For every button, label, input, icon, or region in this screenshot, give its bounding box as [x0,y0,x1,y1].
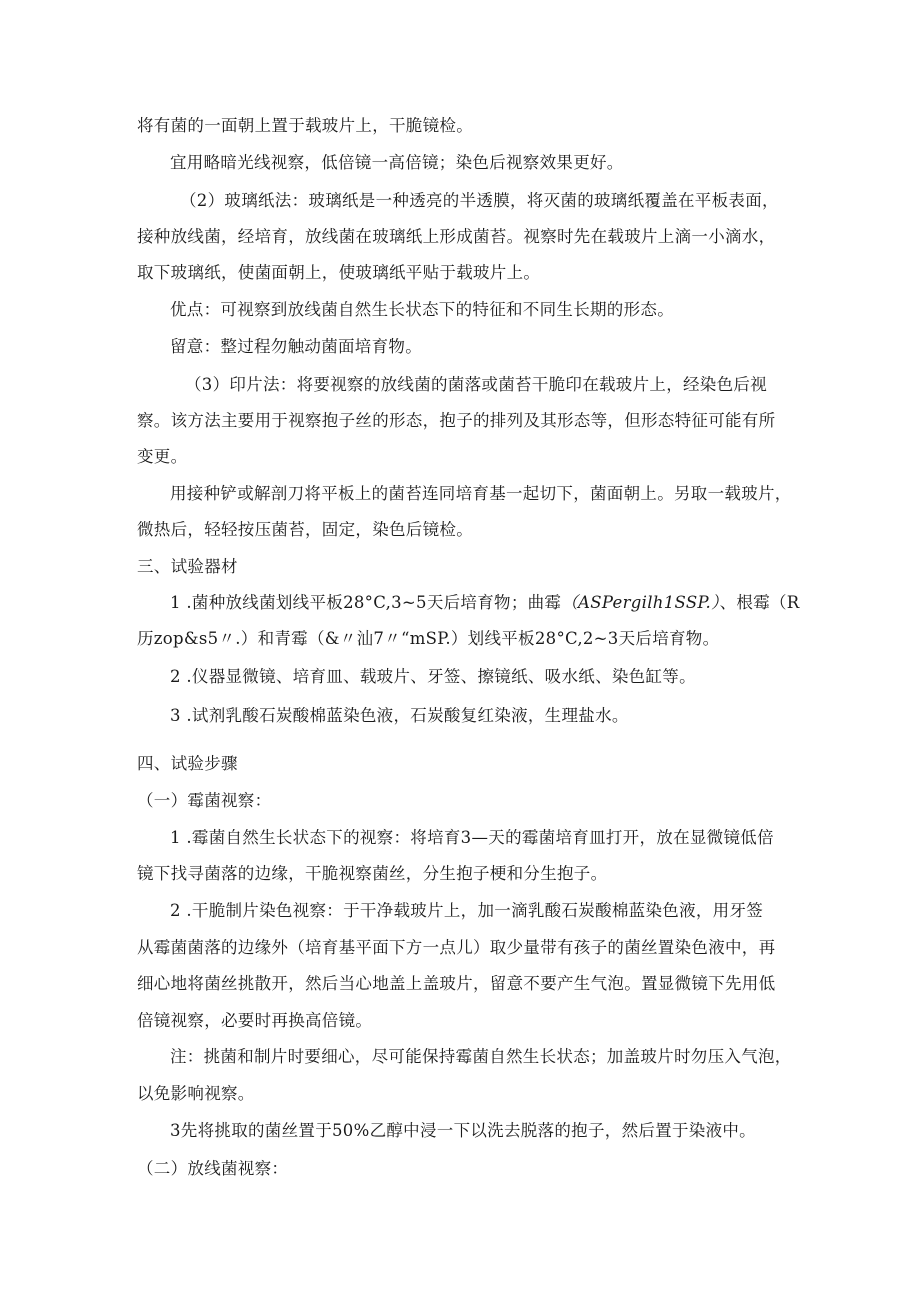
text-span: 、根霉（R [719,593,800,612]
text-line: 细心地将菌丝挑散开，然后当心地盖上盖玻片，留意不要产生气泡。置显微镜下先用低 [137,974,776,993]
text-line: 2 .干脆制片染色视察：于干净载玻片上，加一滴乳酸石炭酸棉蓝染色液，用牙签 [170,901,764,920]
text-line: 2 .仪器显微镜、培育皿、载玻片、牙签、擦镜纸、吸水纸、染色缸等。 [170,667,696,686]
text-line: 从霉菌菌落的边缘外（培育基平面下方一点儿）取少量带有孩子的菌丝置染色液中，再 [137,938,776,957]
text-line: 留意：整过程勿触动菌面培育物。 [170,337,422,356]
text-line: 历zop&s5〃.）和青霉（&〃汕7〃“mSP.）划线平板28°C,2~3天后培育物。 [137,629,720,648]
text-line: （3）印片法：将要视察的放线菌的菌落或菌苔干脆印在载玻片上，经染色后视 [185,375,767,394]
text-span: 1 .菌种放线菌划线平板28°C,3~5天后培育物；曲霉 [170,593,562,612]
text-line: 镜下找寻菌落的边缘，干脆视察菌丝，分生抱子梗和分生抱子。 [137,864,608,883]
note-line: 注：挑菌和制片时要细心，尽可能保持霉菌自然生长状态；加盖玻片时勿压入气泡， [170,1047,792,1066]
text-line: 优点：可视察到放线菌自然生长状态下的特征和不同生长期的形态。 [170,300,674,319]
text-line: 取下玻璃纸，使菌面朝上，使玻璃纸平贴于载玻片上。 [137,263,541,282]
text-line: （2）玻璃纸法：玻璃纸是一种透亮的半透膜，将灭菌的玻璃纸覆盖在平板表面， [180,191,779,210]
text-line: 宜用略暗光线视察，低倍镜一高倍镜；染色后视察效果更好。 [170,153,624,172]
text-line: 将有菌的一面朝上置于载玻片上，干脆镜检。 [137,116,473,135]
text-line: 接种放线菌，经培育，放线菌在玻璃纸上形成菌苔。视察时先在载玻片上滴一小滴水， [137,227,776,246]
text-line: 察。该方法主要用于视察抱子丝的形态，抱子的排列及其形态等，但形态特征可能有所 [137,411,776,430]
note-line: 以免影响视察。 [137,1084,255,1103]
text-line: 用接种铲或解剖刀将平板上的菌苔连同培育基一起切下，菌面朝上。另取一载玻片， [170,484,792,503]
text-line: 变更。 [137,447,188,466]
subsection-heading: （二）放线菌视察： [137,1159,289,1178]
text-line: 1 .霉菌自然生长状态下的视察：将培育3—天的霉菌培育皿打开，放在显微镜低倍 [170,828,774,847]
section-heading: 三、试验器材 [137,557,238,576]
species-name: （ASPergilh1SSP.） [561,593,720,612]
subsection-heading: （一）霉菌视察： [137,791,272,810]
text-line: 3先将挑取的菌丝置于50%乙醇中浸一下以洗去脱落的抱子，然后置于染液中。 [170,1121,756,1140]
text-line: 微热后，轻轻按压菌苔，固定，染色后镜检。 [137,520,473,539]
text-line: 倍镜视察，必要时再换高倍镜。 [137,1011,373,1030]
text-line: 3 .试剂乳酸石炭酸棉蓝染色液，石炭酸复红染液，生理盐水。 [170,706,629,725]
section-heading: 四、试验步骤 [137,754,238,773]
text-line [170,592,800,614]
